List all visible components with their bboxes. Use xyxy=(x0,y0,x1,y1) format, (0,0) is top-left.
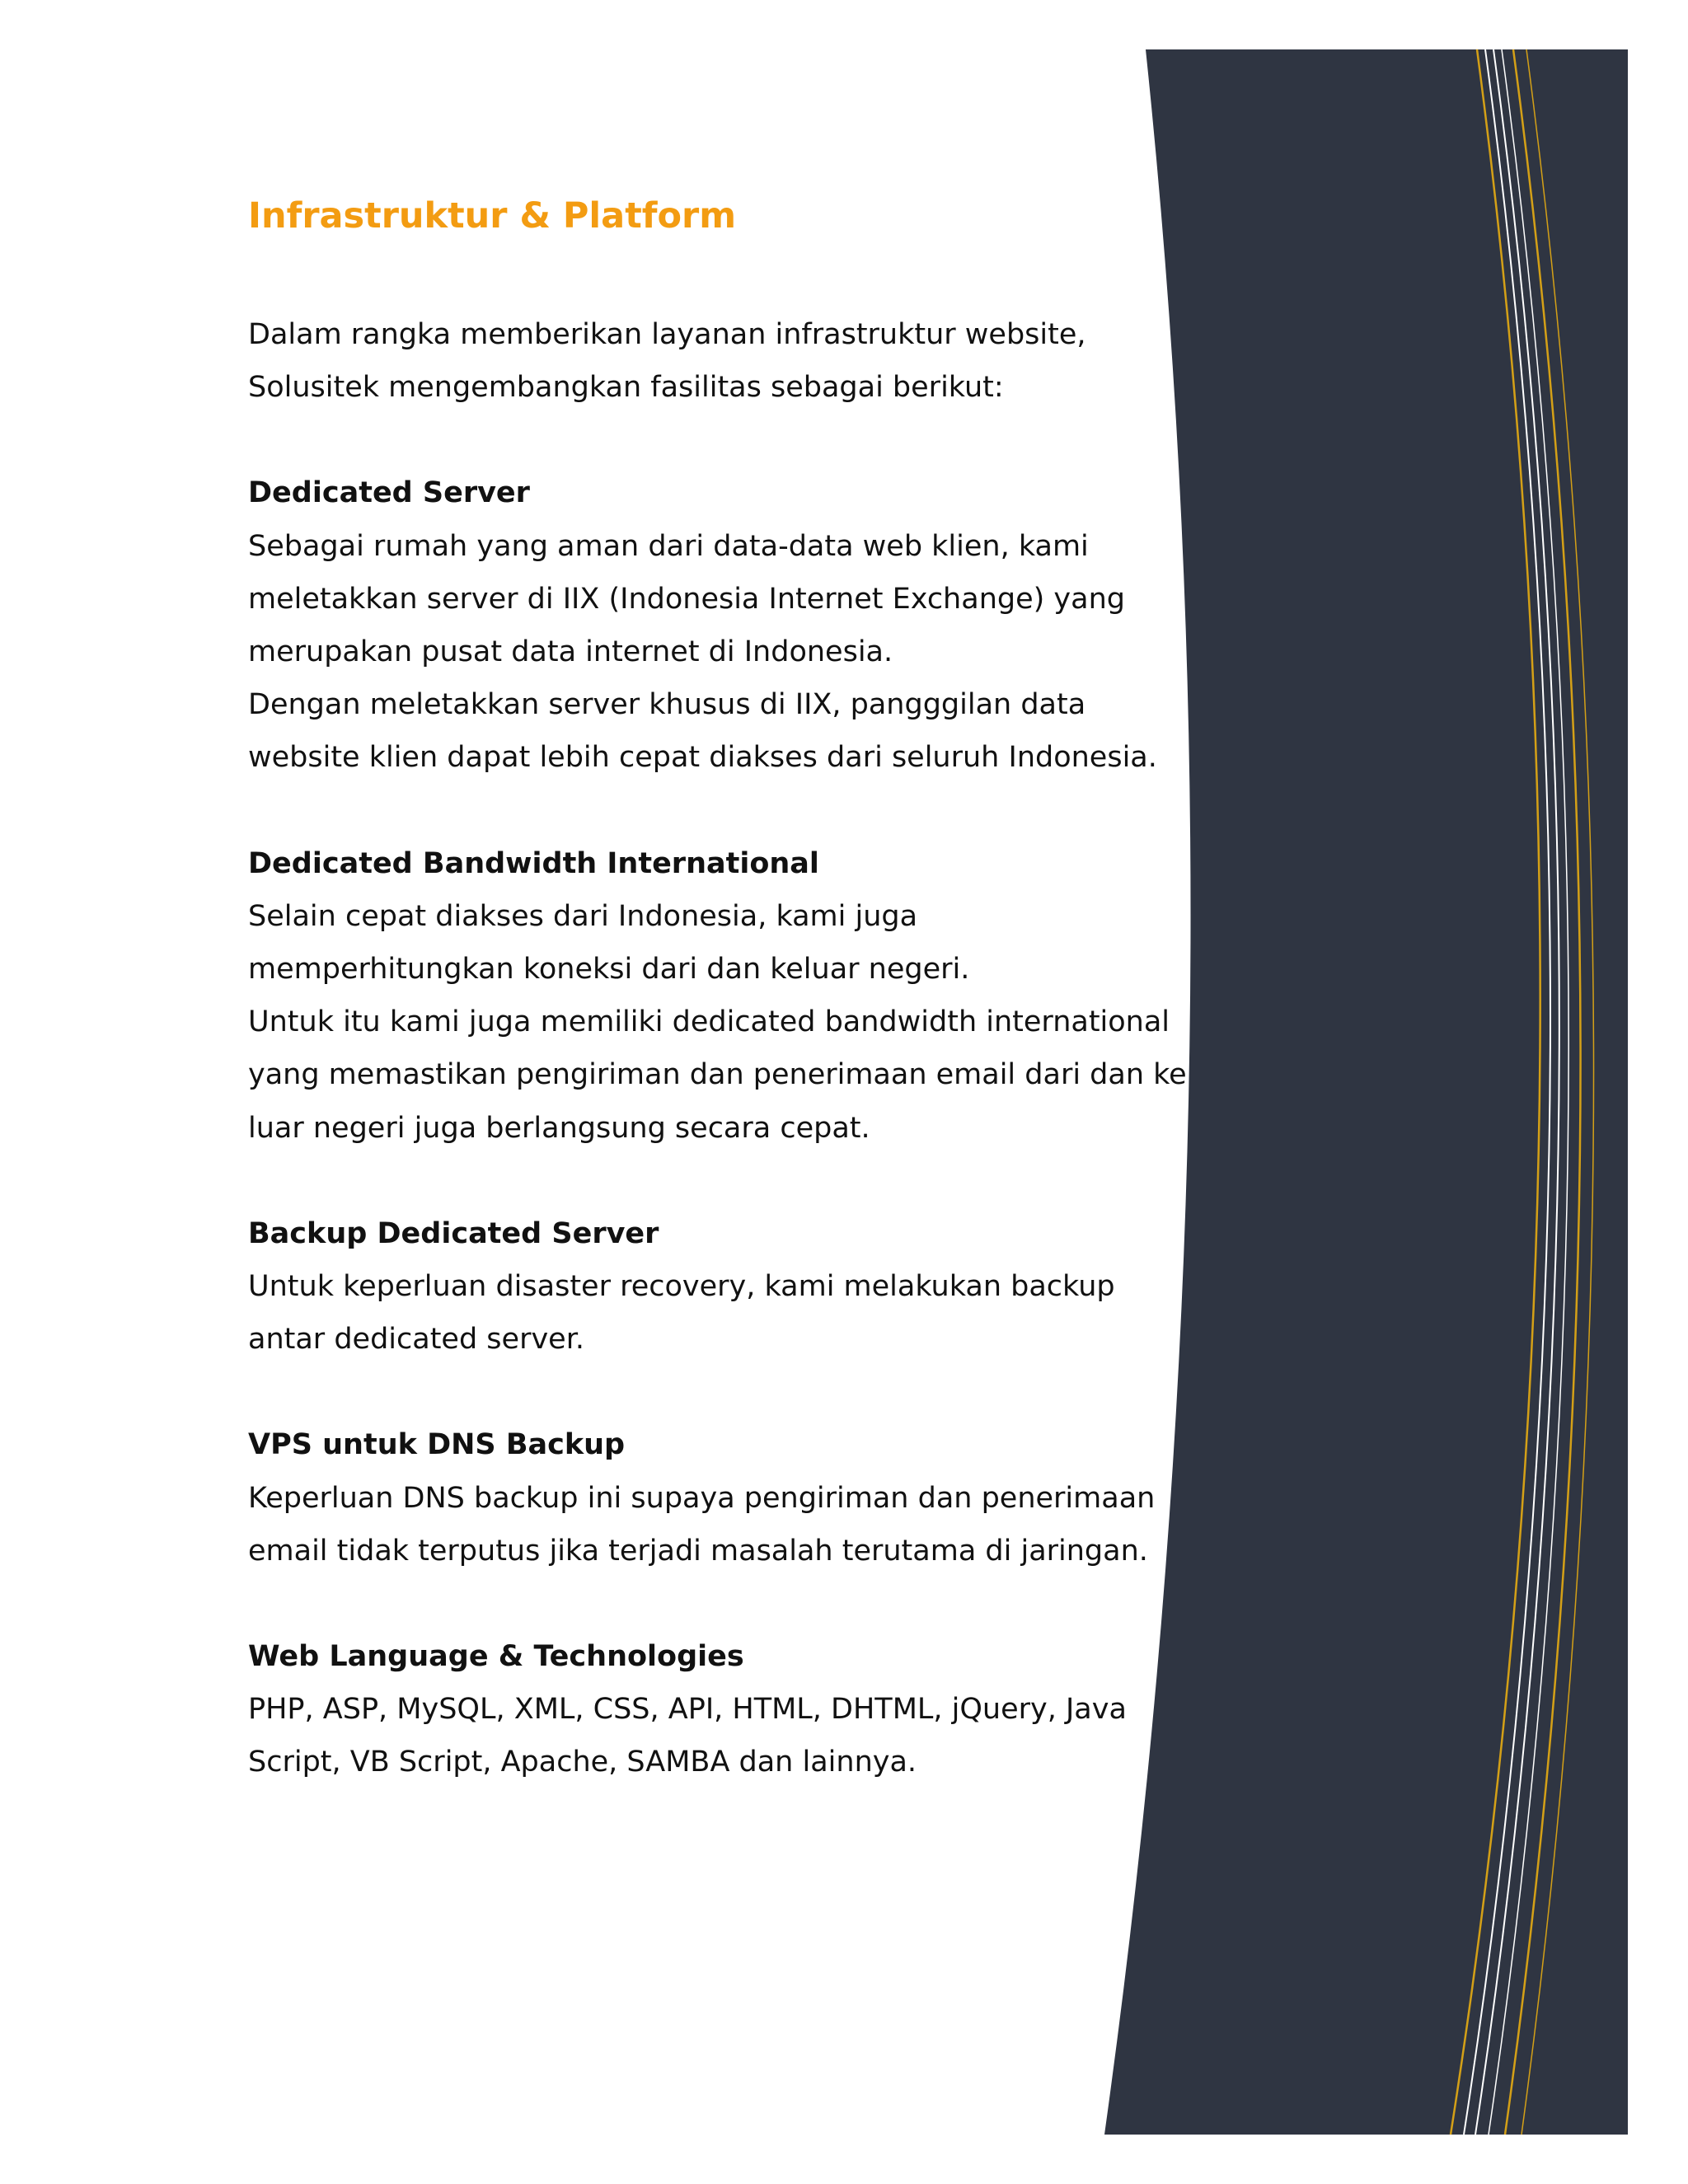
section-line: Script, VB Script, Apache, SAMBA dan lainnya. xyxy=(248,1746,917,1779)
section-line: Keperluan DNS backup ini supaya pengiriman dan penerimaan xyxy=(248,1481,1156,1515)
intro-line: Solusitek mengembangkan fasilitas sebagai berikut: xyxy=(248,371,1004,405)
section-dedicated-server xyxy=(248,466,1157,784)
section-line: email tidak terputus jika terjadi masalah terutama di jaringan. xyxy=(248,1534,1148,1568)
section-dedicated-bandwidth xyxy=(248,837,1187,1155)
section-line: merupakan pusat data internet di Indonesia. xyxy=(248,635,893,669)
section-heading: Web Language & Technologies xyxy=(248,1640,744,1674)
section-heading: Dedicated Bandwidth International xyxy=(248,846,819,880)
section-heading: Backup Dedicated Server xyxy=(248,1216,659,1250)
section-line: antar dedicated server. xyxy=(248,1323,585,1357)
section-line: memperhitungkan koneksi dari dan keluar negeri. xyxy=(248,953,970,987)
section-line: meletakkan server di IIX (Indonesia Internet Exchange) yang xyxy=(248,582,1125,616)
section-heading: Dedicated Server xyxy=(248,476,530,510)
section-vps-dns xyxy=(248,1418,1156,1577)
page-title: Infrastruktur & Platform xyxy=(248,195,737,237)
section-line: Selain cepat diakses dari Indonesia, kami juga xyxy=(248,899,918,933)
main-content xyxy=(248,191,1187,1789)
section-backup-server xyxy=(248,1207,1146,1366)
intro-line: Dalam rangka memberikan layanan infrastruktur website, xyxy=(248,318,1086,351)
section-line: PHP, ASP, MySQL, XML, CSS, API, HTML, DHTML, jQuery, Java xyxy=(248,1693,1127,1727)
section-line: yang memastikan pengiriman dan penerimaan email dari dan ke xyxy=(248,1058,1187,1092)
section-line: Untuk keperluan disaster recovery, kami melakukan backup xyxy=(248,1270,1115,1304)
section-line: Sebagai rumah yang aman dari data-data web klien, kami xyxy=(248,529,1089,563)
section-line: Untuk itu kami juga memiliki dedicated bandwidth international xyxy=(248,1005,1170,1039)
section-line: Dengan meletakkan server khusus di IIX, pangggilan data xyxy=(248,688,1086,722)
intro-paragraph xyxy=(248,308,1146,414)
section-line: luar negeri juga berlangsung secara cepat. xyxy=(248,1111,870,1145)
section-heading: VPS untuk DNS Backup xyxy=(248,1428,626,1462)
section-line: website klien dapat lebih cepat diakses dari seluruh Indonesia. xyxy=(248,741,1157,775)
section-web-technologies xyxy=(248,1630,1146,1789)
